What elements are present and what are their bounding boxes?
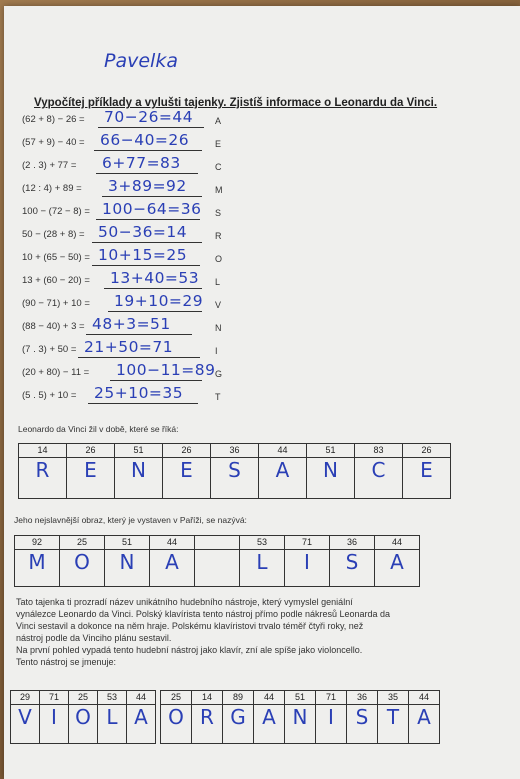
answer-line (96, 219, 200, 220)
paragraph-line: vynálezce Leonardo da Vinci. Polský klavírista tento nástroj přímo podle nákresů Leonarda da (16, 609, 391, 619)
cell-letter: A (134, 705, 148, 729)
handwritten-answer: 100−11=89 (116, 361, 216, 379)
cell-number: 71 (285, 536, 329, 550)
cell-letter: N (131, 458, 146, 482)
cell-number: 44 (254, 691, 284, 705)
handwritten-answer: 70−26=44 (104, 108, 194, 126)
puzzle-cell[interactable] (40, 691, 69, 743)
exercise-row (22, 317, 322, 337)
answer-letter: M (215, 185, 223, 195)
cell-number: 25 (69, 691, 97, 705)
exercise-row (22, 271, 322, 291)
cell-number: 36 (211, 444, 258, 458)
cell-letter: I (51, 705, 57, 729)
cell-letter: T (386, 705, 400, 729)
cell-number: 51 (105, 536, 149, 550)
puzzle2-caption: Jeho nejslavnější obraz, který je vystaven v Paříži, se nazývá: (14, 515, 247, 525)
answer-line (88, 403, 198, 404)
exercise-row (22, 110, 322, 130)
paragraph-line: Vinci sestavil a dokonce na něm hraje. Polskému klavíristovi trvalo téměř čtyři roky, než (16, 621, 364, 631)
cell-number (195, 536, 239, 550)
handwritten-answer: 13+40=53 (110, 269, 200, 287)
cell-number: 14 (19, 444, 66, 458)
puzzle3-container (10, 690, 440, 744)
puzzle-cell[interactable] (115, 444, 163, 498)
cell-letter: A (165, 550, 179, 574)
cell-letter: I (304, 550, 310, 574)
cell-number: 44 (259, 444, 306, 458)
cell-number: 89 (223, 691, 253, 705)
exercise-row (22, 340, 322, 360)
answer-line (102, 196, 202, 197)
puzzle-cell[interactable] (192, 691, 223, 743)
handwritten-answer: 10+15=25 (98, 246, 188, 264)
cell-number: 44 (150, 536, 194, 550)
puzzle-cell[interactable] (240, 536, 285, 586)
puzzle-cell[interactable] (60, 536, 105, 586)
cell-letter: A (390, 550, 404, 574)
handwritten-answer: 3+89=92 (108, 177, 187, 195)
handwritten-answer: 48+3=51 (92, 315, 171, 333)
exercise-expression: (20 + 80) − 11 = (22, 367, 90, 378)
answer-line (108, 311, 202, 312)
answer-letter: S (215, 208, 222, 218)
cell-number: 71 (40, 691, 68, 705)
puzzle1-grid (18, 443, 451, 499)
puzzle-cell[interactable] (223, 691, 254, 743)
cell-letter: O (75, 705, 91, 729)
handwritten-answer: 19+10=29 (114, 292, 204, 310)
cell-number: 51 (307, 444, 354, 458)
answer-line (96, 173, 198, 174)
cell-letter: M (28, 550, 46, 574)
cell-letter: I (328, 705, 334, 729)
cell-number: 25 (60, 536, 104, 550)
cell-number: 92 (15, 536, 59, 550)
worksheet-paper (4, 6, 520, 779)
paragraph-line: Tento nástroj se jmenuje: (16, 657, 117, 667)
puzzle-cell[interactable] (285, 536, 330, 586)
puzzle-cell[interactable] (211, 444, 259, 498)
handwritten-answer: 100−64=36 (102, 200, 202, 218)
answer-line (110, 380, 202, 381)
answer-letter: E (215, 139, 222, 149)
exercise-row (22, 248, 322, 268)
puzzle-cell[interactable] (409, 691, 439, 743)
puzzle-cell[interactable] (195, 536, 240, 586)
answer-letter: C (215, 162, 222, 172)
cell-number: 26 (67, 444, 114, 458)
cell-number: 51 (115, 444, 162, 458)
cell-number: 53 (98, 691, 126, 705)
answer-letter: O (215, 254, 223, 264)
exercise-row (22, 156, 322, 176)
puzzle-cell[interactable] (19, 444, 67, 498)
puzzle-cell[interactable] (254, 691, 285, 743)
exercise-expression: 100 − (72 − 8) = (22, 206, 90, 217)
exercise-row (22, 294, 322, 314)
answer-letter: T (215, 392, 221, 402)
paragraph-line: Tato tajenka ti prozradí název unikátního hudebního nástroje, který vymyslel geniální (16, 597, 353, 607)
cell-number: 36 (347, 691, 377, 705)
cell-number: 44 (409, 691, 439, 705)
exercise-row (22, 179, 322, 199)
exercise-row (22, 133, 322, 153)
paragraph-text (16, 596, 476, 668)
cell-number: 83 (355, 444, 402, 458)
cell-letter: O (168, 705, 184, 729)
puzzle-cell[interactable] (347, 691, 378, 743)
cell-number: 35 (378, 691, 408, 705)
puzzle-cell[interactable] (307, 444, 355, 498)
cell-letter: R (35, 458, 50, 482)
puzzle-cell[interactable] (375, 536, 419, 586)
exercise-expression: (2 . 3) + 77 = (22, 160, 77, 171)
exercise-expression: (62 + 8) − 26 = (22, 114, 85, 125)
cell-letter: V (18, 705, 32, 729)
cell-letter: E (180, 458, 193, 482)
cell-letter: E (420, 458, 433, 482)
exercise-expression: (12 : 4) + 89 = (22, 183, 82, 194)
cell-letter: L (106, 705, 118, 729)
handwritten-answer: 66−40=26 (100, 131, 190, 149)
puzzle-cell[interactable] (163, 444, 211, 498)
exercise-expression: (57 + 9) − 40 = (22, 137, 85, 148)
answer-line (104, 288, 202, 289)
exercise-row (22, 202, 322, 222)
answer-line (86, 334, 192, 335)
puzzle-cell[interactable] (259, 444, 307, 498)
cell-letter: N (323, 458, 338, 482)
student-name: Pavelka (104, 50, 178, 72)
exercise-expression: 10 + (65 − 50) = (22, 252, 90, 263)
puzzle-cell[interactable] (330, 536, 375, 586)
cell-letter: G (230, 705, 246, 729)
worksheet-heading: Vypočítej příklady a vylušti tajenky. Zjistíš informace o Leonardu da Vinci. (34, 97, 438, 109)
puzzle-cell[interactable] (127, 691, 155, 743)
paragraph-line: nástroj podle da Vinciho plánu sestavil. (16, 633, 172, 643)
puzzle-cell[interactable] (355, 444, 403, 498)
puzzle2-grid (14, 535, 420, 587)
cell-number: 44 (375, 536, 419, 550)
handwritten-answer: 50−36=14 (98, 223, 188, 241)
handwritten-answer: 21+50=71 (84, 338, 174, 356)
answer-letter: A (215, 116, 222, 126)
exercise-row (22, 363, 322, 383)
answer-line (94, 150, 202, 151)
exercise-row (22, 386, 322, 406)
cell-letter: O (74, 550, 90, 574)
cell-letter: E (84, 458, 97, 482)
handwritten-answer: 6+77=83 (102, 154, 181, 172)
cell-number: 36 (330, 536, 374, 550)
handwritten-answer: 25+10=35 (94, 384, 184, 402)
exercise-expression: (88 − 40) + 3 = (22, 321, 85, 332)
cell-number: 14 (192, 691, 222, 705)
puzzle-cell[interactable] (105, 536, 150, 586)
exercise-expression: 50 − (28 + 8) = (22, 229, 85, 240)
cell-letter: A (275, 458, 290, 482)
answer-line (98, 127, 204, 128)
answer-letter: R (215, 231, 222, 241)
answer-letter: G (215, 369, 223, 379)
cell-number: 44 (127, 691, 155, 705)
cell-letter: L (256, 550, 268, 574)
answer-line (92, 242, 202, 243)
exercise-expression: (7 . 3) + 50 = (22, 344, 77, 355)
cell-letter: N (119, 550, 135, 574)
puzzle-cell[interactable] (285, 691, 316, 743)
puzzle3-word2-grid (160, 690, 440, 744)
cell-letter: S (345, 550, 359, 574)
paragraph-line: Na první pohled vypadá tento hudební nástroj jako klavír, zní ale spíše jako violoncello. (16, 645, 363, 655)
exercise-expression: (90 − 71) + 10 = (22, 298, 90, 309)
cell-number: 25 (161, 691, 191, 705)
puzzle-cell[interactable] (150, 536, 195, 586)
puzzle-cell[interactable] (11, 691, 40, 743)
cell-number: 29 (11, 691, 39, 705)
answer-letter: N (215, 323, 222, 333)
cell-letter: S (228, 458, 241, 482)
puzzle3-word1-grid (10, 690, 156, 744)
puzzle-cell[interactable] (378, 691, 409, 743)
cell-letter: A (417, 705, 431, 729)
cell-letter: N (292, 705, 308, 729)
exercise-row (22, 225, 322, 245)
answer-line (78, 357, 200, 358)
puzzle-cell[interactable] (69, 691, 98, 743)
cell-letter: R (200, 705, 214, 729)
cell-number: 26 (163, 444, 210, 458)
answer-line (92, 265, 200, 266)
cell-number: 71 (316, 691, 346, 705)
cell-letter: A (262, 705, 276, 729)
puzzle-cell[interactable] (98, 691, 127, 743)
puzzle1-caption: Leonardo da Vinci žil v době, které se říká: (18, 424, 179, 434)
puzzle-cell[interactable] (15, 536, 60, 586)
cell-number: 53 (240, 536, 284, 550)
answer-letter: L (215, 277, 221, 287)
answer-letter: V (215, 300, 222, 310)
exercise-expression: 13 + (60 − 20) = (22, 275, 90, 286)
cell-letter (195, 550, 239, 586)
cell-number: 26 (403, 444, 450, 458)
puzzle-cell[interactable] (316, 691, 347, 743)
puzzle-cell[interactable] (67, 444, 115, 498)
puzzle-cell[interactable] (403, 444, 450, 498)
cell-number: 51 (285, 691, 315, 705)
cell-letter: S (355, 705, 369, 729)
exercise-expression: (5 . 5) + 10 = (22, 390, 77, 401)
puzzle-cell[interactable] (161, 691, 192, 743)
answer-letter: I (215, 346, 218, 356)
cell-letter: C (371, 458, 386, 482)
